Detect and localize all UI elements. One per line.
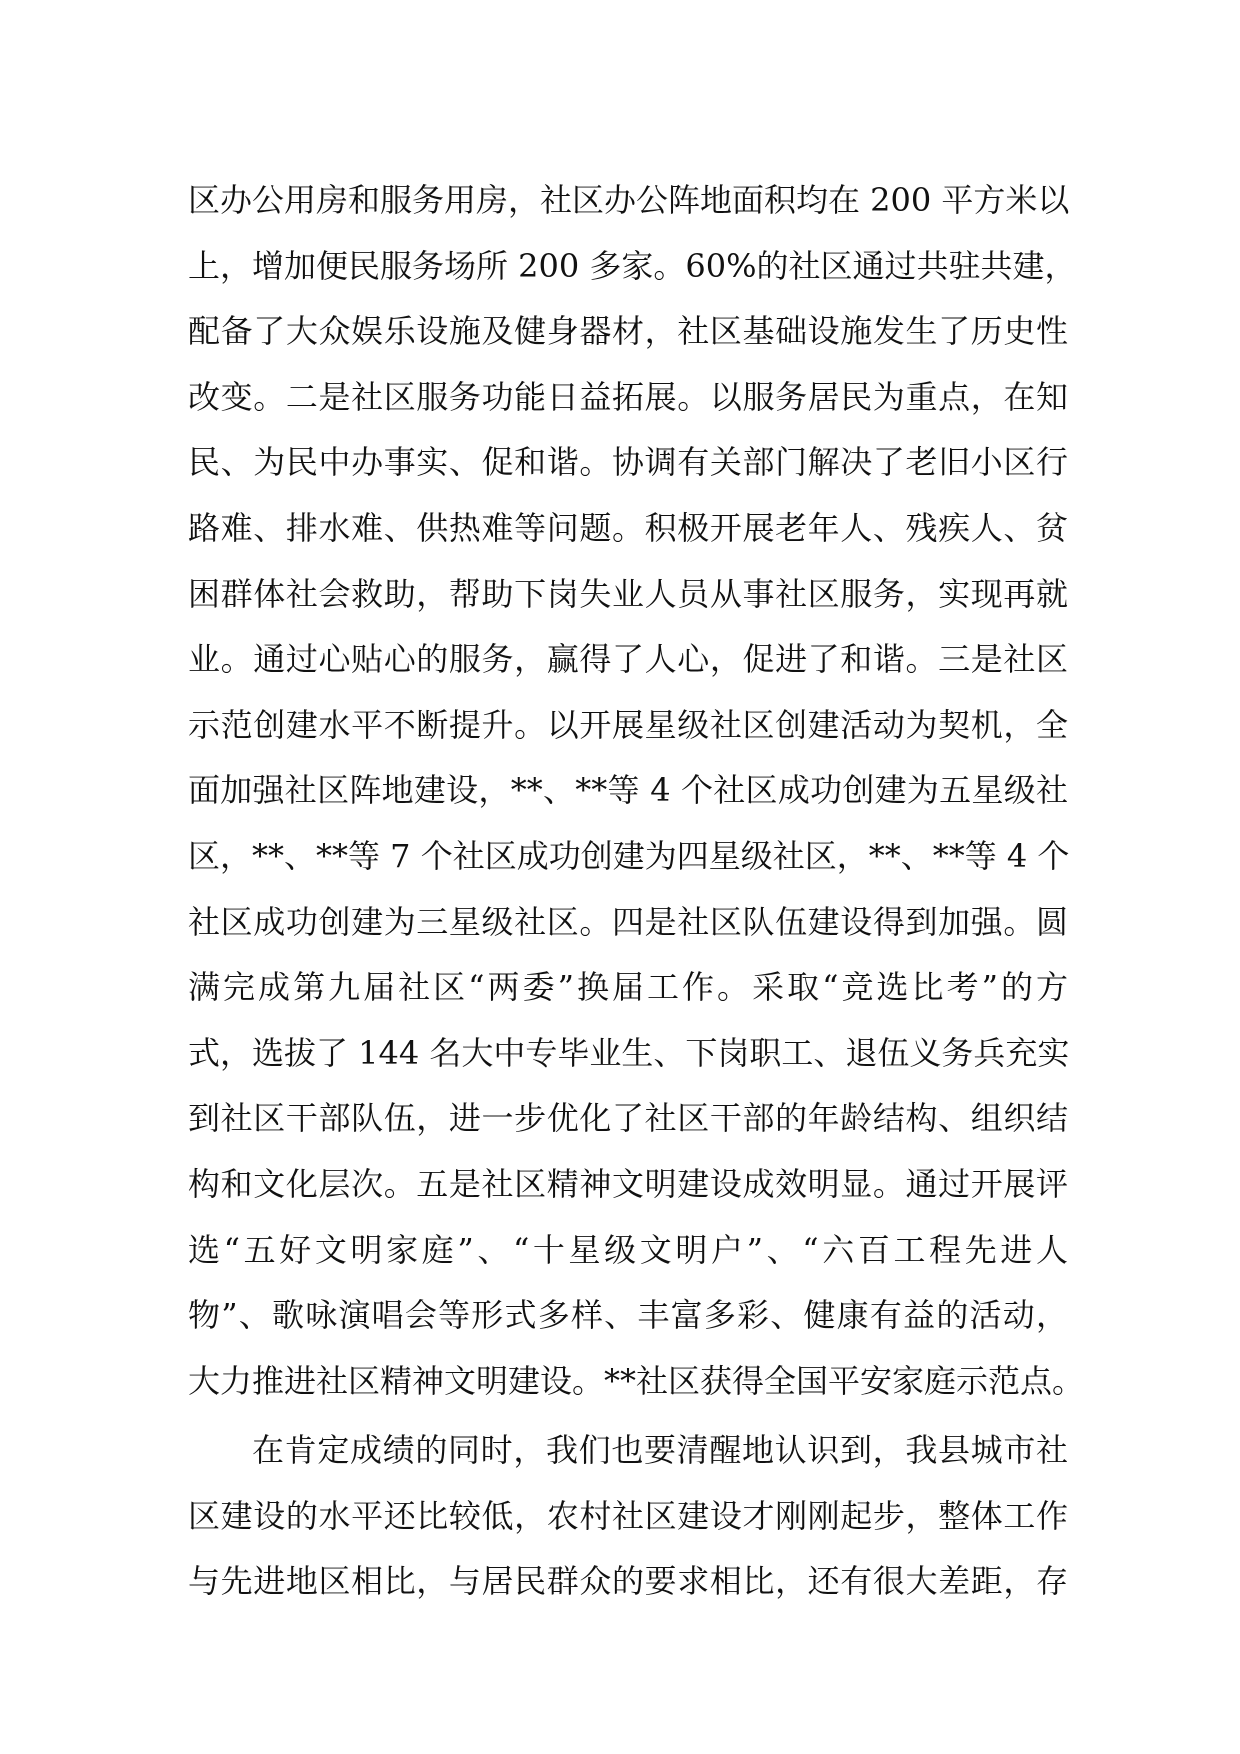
text-line: 满完成第九届社区“两委”换届工作。采取“竞选比考”的方 bbox=[188, 968, 1068, 1007]
text-line: 业。通过心贴心的服务，赢得了人心，促进了和谐。三是社区 bbox=[188, 640, 1068, 679]
text-line: 与先进地区相比，与居民群众的要求相比，还有很大差距，存 bbox=[188, 1562, 1068, 1601]
text-line: 路难、排水难、供热难等问题。积极开展老年人、残疾人、贫 bbox=[188, 508, 1068, 547]
text-line: 面加强社区阵地建设，**、**等 4 个社区成功创建为五星级社 bbox=[188, 771, 1068, 810]
text-line: 大力推进社区精神文明建设。**社区获得全国平安家庭示范点。 bbox=[188, 1361, 1085, 1400]
text-line: 区建设的水平还比较低，农村社区建设才刚刚起步，整体工作 bbox=[188, 1496, 1068, 1535]
text-line: 困群体社会救助，帮助下岗失业人员从事社区服务，实现再就 bbox=[188, 574, 1068, 613]
text-line: 上，增加便民服务场所 200 多家。60%的社区通过共驻共建， bbox=[188, 246, 1077, 285]
paragraph-2 bbox=[188, 1418, 1068, 1615]
text-line: 构和文化层次。五是社区精神文明建设成效明显。通过开展评 bbox=[188, 1164, 1068, 1203]
text-line: 社区成功创建为三星级社区。四是社区队伍建设得到加强。圆 bbox=[188, 902, 1068, 941]
text-line: 选“五好文明家庭”、“十星级文明户”、“六百工程先进人 bbox=[188, 1230, 1068, 1269]
text-line: 示范创建水平不断提升。以开展星级社区创建活动为契机，全 bbox=[188, 705, 1068, 744]
text-line: 区办公用房和服务用房，社区办公阵地面积均在 200 平方米以 bbox=[188, 181, 1070, 219]
text-line: 在肯定成绩的同时，我们也要清醒地认识到，我县城市社 bbox=[252, 1431, 1068, 1470]
text-line: 配备了大众娱乐设施及健身器材，社区基础设施发生了历史性 bbox=[188, 312, 1068, 351]
body-text bbox=[188, 168, 1085, 1615]
paragraph-1 bbox=[188, 168, 1085, 1414]
text-line: 物”、歌咏演唱会等形式多样、丰富多彩、健康有益的活动， bbox=[188, 1296, 1068, 1335]
text-line: 区，**、**等 7 个社区成功创建为四星级社区，**、**等 4 个 bbox=[188, 836, 1070, 875]
text-line: 改变。二是社区服务功能日益拓展。以服务居民为重点，在知 bbox=[188, 377, 1068, 416]
text-line: 式，选拔了 144 名大中专毕业生、下岗职工、退伍义务兵充实 bbox=[188, 1033, 1070, 1072]
text-line: 民、为民中办事实、促和谐。协调有关部门解决了老旧小区行 bbox=[188, 443, 1068, 482]
text-line: 到社区干部队伍，进一步优化了社区干部的年龄结构、组织结 bbox=[188, 1099, 1068, 1138]
